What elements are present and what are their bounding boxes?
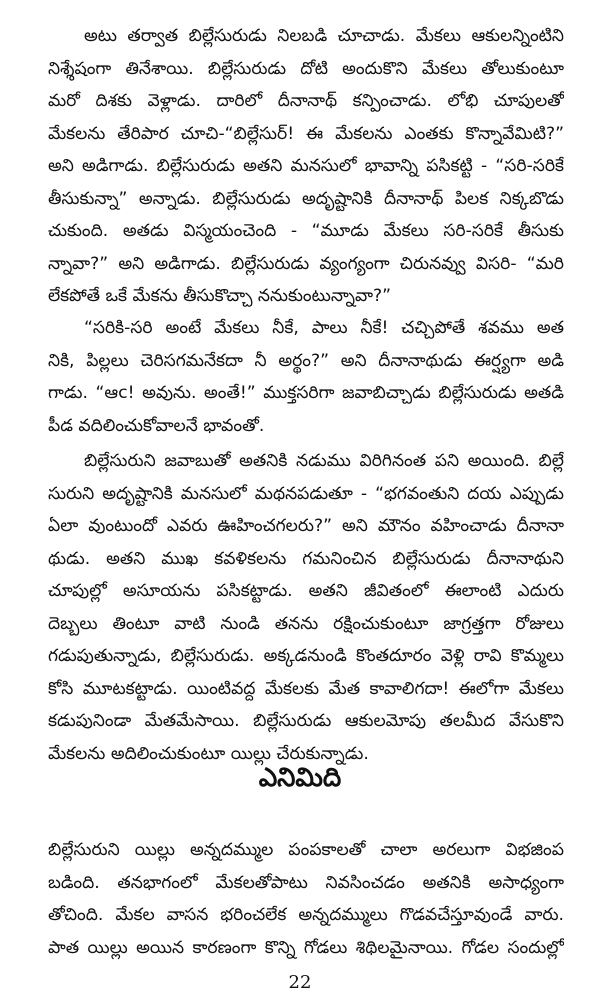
text-line: కడుపునిండా మేతమేసాయి. బిల్లేసురుడు ఆకులమోపు తలమీద వేసుకొని [48,711,564,731]
text-line: బిల్లేసురుని యిల్లు అన్నదమ్ముల పంపకాలతో చాలా అరలుగా విభజింప [48,840,564,860]
text-line: బిల్లేసురుని జవాబుతో అతనికి నడుము విరిగినంత పని అయింది. బిల్లే [84,451,564,471]
text-line: ఏలా వుంటుందో ఎవరు ఊహించగలరు?” అని మౌనం వహించాడు దీనానా [48,516,564,536]
text-line: తోచింది. మేకల వాసన భరించలేక అన్నదమ్ములు గొడవచేస్తూవుండే వారు. [48,905,564,925]
text-line: చూపుల్లో అసూయను పసికట్టాడు. అతని జీవితంలో ఈలాంటి ఎదురు [48,581,564,601]
text-line: అటు తర్వాత బిల్లేసురుడు నిలబడి చూచాడు. మేకలు ఆకులన్నింటిని [84,26,564,46]
page-number: 22 [288,972,312,993]
text-line: లేకపోతే ఒకే మేకను తీసుకొచ్చా ననుకుంటున్నావా?” [48,286,392,306]
text-line: న్నావా?” అని అడిగాడు. బిల్లేసురుడు వ్యంగ్యంగా చిరునవ్వు విసరి- “మరి [48,253,564,274]
text-line: అని అడిగాడు. బిల్లేసురుడు అతని మనసులో భావాన్ని పసికట్టి - “సరి-సరికే [48,156,564,176]
text-line: థుడు. అతని ముఖ కవళికలను గమనించిన బిల్లేసురుడు దీనానాథుని [48,548,564,569]
text-line: మరో దిశకు వెళ్లాడు. దారిలో దీనానాథ్ కన్పించాడు. లోభి చూపులతో [48,91,564,111]
text-line: తీసుకున్నా” అన్నాడు. బిల్లేసురుడు అదృష్టానికి దీనానాథ్ పిలక నిక్కబొడు [48,188,564,209]
chapter-heading: ఎనిమిది [258,763,342,793]
text-line: మేకలను అదిలించుకుంటూ యిల్లు చేరుకున్నాడు. [48,743,369,764]
text-line: గాడు. “ఆc! అవును. అంతే!” ముక్తసరిగా జవాబిచ్చాడు బిల్లేసురుడు అతడి [48,383,564,403]
text-line: బడింది. తనభాగంలో మేకలతోపాటు నివసించడం అతనికి అసాధ్యంగా [48,872,564,893]
text-line: కోసి మూటకట్టాడు. యింటివద్ద మేకలకు మేత కావాలిగదా! ఈలోగా మేకలు [48,678,564,699]
paragraph-1-body [48,20,564,313]
paragraph-2 [48,312,564,442]
text-line: నిశ్శేషంగా తినేశాయి. బిల్లేసురుడు దోటి అందుకొని మేకలు తోలుకుంటూ [48,58,564,79]
text-line: సురుని అదృష్టానికి మనసులో మథనపడుతూ - “భగవంతుని దయ ఎప్పుడు [48,483,564,504]
text-line: మేకలను తేరిపార చూచి-“బిల్లేసుర్! ఈ మేకలను ఎంతకు కొన్నావేమిటి?” [48,123,564,144]
text-line: పాత యిల్లు అయిన కారణంగా కొన్ని గోడలు శిథిలమైనాయి. గోడల సందుల్లో [48,937,564,958]
paragraph-4 [48,834,564,964]
text-line: గడుపుతున్నాడు, బిల్లేసురుడు. అక్కడనుండి కొంతదూరం వెళ్లి రావి కొమ్మలు [48,646,564,666]
text-line: పీడ వదిలించుకోవాలనే భావంతో. [48,415,265,436]
text-line: “సరికి-సరి అంటే మేకలు నీకే, పాలు నీకే! చచ్చిపోతే శవము అత [84,318,564,338]
text-line: చుకుంది. అతడు విస్మయంచెంది - “మూడు మేకలు సరి-సరికే తీసుకు [48,221,564,241]
text-line: నికి, పిల్లలు చెరిసగమనేకదా నీ అర్థం?” అని దీనానాథుడు ఈర్ష్యగా అడి [48,350,564,371]
paragraph-3 [48,445,564,770]
text-line: దెబ్బలు తింటూ వాటి నుండి తనను రక్షించుకుంటూ జాగ్రత్తగా రోజులు [48,613,564,634]
